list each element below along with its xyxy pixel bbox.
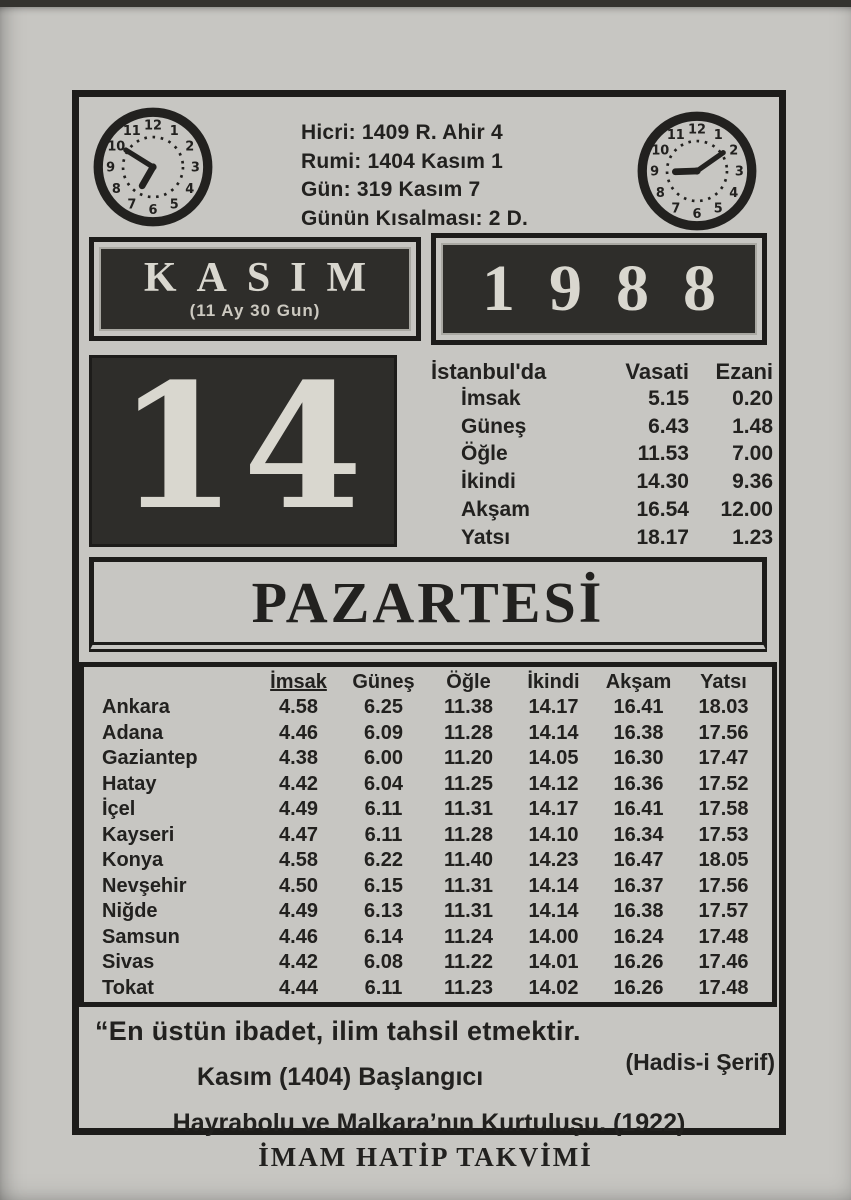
ogle-time: 11.31 (444, 900, 493, 922)
istanbul-times-header (431, 359, 773, 385)
ikindi-time: 14.00 (528, 925, 579, 948)
ogle-time: 11.25 (444, 772, 493, 795)
prayer-name: İkindi (461, 470, 516, 494)
ogle-time: 11.31 (444, 874, 493, 897)
header-gunes: Güneş (352, 671, 415, 693)
gunes-time: 6.13 (364, 900, 403, 922)
svg-text:7: 7 (127, 197, 137, 213)
gunes-time: 6.00 (364, 747, 403, 769)
aksam-time: 16.41 (613, 696, 664, 718)
hicri-date-line: Hicri: 1409 R. Ahir 4 (301, 121, 503, 144)
year-plate (431, 233, 767, 345)
ikindi-time: 14.23 (528, 849, 579, 871)
quote-section (79, 1012, 779, 1138)
aksam-time: 16.34 (613, 823, 664, 846)
svg-text:10: 10 (107, 139, 126, 155)
imsak-time: 4.42 (279, 772, 318, 795)
header-ogle: Öğle (446, 671, 491, 693)
col-vasati: Vasati (625, 359, 689, 384)
ikindi-time: 14.01 (528, 951, 579, 973)
ikindi-time: 14.05 (528, 747, 579, 769)
istanbul-time-row (431, 468, 773, 496)
vasati-time: 5.15 (648, 387, 689, 410)
day-number-plate (89, 345, 397, 548)
svg-text:4: 4 (185, 181, 195, 197)
yatsi-time: 17.53 (698, 823, 749, 846)
imsak-time: 4.47 (279, 823, 318, 846)
header-aksam: Akşam (605, 671, 672, 693)
city-name: Nevşehir (102, 874, 187, 897)
ikindi-time: 14.10 (528, 823, 579, 846)
vasati-time: 14.30 (636, 470, 689, 494)
imsak-time: 4.38 (279, 747, 318, 769)
month-subtitle: (11 Ay 30 Gun) (189, 301, 321, 320)
col-ezani: Ezani (715, 359, 773, 384)
imsak-time: 4.50 (279, 874, 318, 897)
yatsi-time: 17.56 (698, 874, 749, 897)
hadith-attribution: (Hadis-i Şerif) (625, 1049, 775, 1075)
table-row (90, 747, 766, 773)
imsak-time: 4.46 (279, 925, 318, 948)
svg-text:6: 6 (692, 207, 702, 223)
svg-text:11: 11 (666, 127, 685, 143)
svg-text:2: 2 (185, 139, 195, 155)
ogle-time: 11.40 (444, 849, 493, 871)
yatsi-time: 18.03 (698, 696, 749, 718)
ikindi-time: 14.14 (528, 900, 579, 922)
city-name: Tokat (102, 976, 154, 999)
ogle-time: 11.31 (444, 798, 493, 820)
prayer-name: İmsak (461, 387, 521, 410)
aksam-time: 16.37 (613, 874, 664, 897)
imsak-time: 4.49 (279, 900, 318, 922)
prayer-name: Öğle (461, 442, 508, 466)
month-plate (89, 237, 421, 341)
istanbul-time-row (431, 440, 773, 468)
istanbul-title: İstanbul'da (431, 359, 547, 384)
ogle-time: 11.28 (444, 823, 493, 846)
istanbul-time-row (431, 413, 773, 441)
gunes-time: 6.11 (364, 976, 403, 999)
ikindi-time: 14.17 (528, 696, 579, 718)
city-name: Niğde (102, 900, 158, 922)
city-table-body (90, 696, 766, 1002)
table-row (90, 951, 766, 977)
gunes-time: 6.09 (364, 721, 403, 744)
svg-text:3: 3 (190, 160, 200, 176)
prayer-name: Güneş (461, 414, 527, 438)
prayer-name: Yatsı (461, 525, 511, 549)
yatsi-time: 17.47 (698, 747, 749, 769)
aksam-time: 16.38 (613, 900, 664, 922)
yatsi-time: 17.58 (698, 798, 749, 820)
istanbul-time-row (431, 385, 773, 413)
aksam-time: 16.47 (613, 849, 664, 871)
yatsi-time: 17.48 (698, 976, 749, 999)
svg-text:8: 8 (111, 181, 121, 197)
yatsi-time: 17.56 (698, 721, 749, 744)
istanbul-times-rows (431, 385, 773, 551)
gunes-time: 6.11 (364, 798, 403, 820)
city-name: Hatay (102, 772, 157, 795)
hadith-text: “En üstün ibadet, ilim tahsil etmektir. (95, 1016, 581, 1046)
ezani-time: 1.23 (732, 525, 773, 549)
gunes-time: 6.25 (364, 696, 403, 718)
svg-text:12: 12 (144, 118, 162, 134)
imsak-time: 4.46 (279, 721, 318, 744)
header-imsak: İmsak (270, 671, 327, 693)
city-name: Kayseri (102, 823, 175, 846)
city-times-table (79, 662, 777, 1007)
table-row (90, 977, 766, 1003)
city-name: Konya (102, 849, 164, 871)
yatsi-time: 17.52 (698, 772, 749, 795)
svg-text:4: 4 (729, 185, 739, 201)
imsak-time: 4.44 (279, 976, 318, 999)
ogle-time: 11.22 (444, 951, 493, 973)
svg-text:9: 9 (650, 164, 660, 180)
aksam-time: 16.30 (613, 747, 664, 769)
table-row (90, 696, 766, 722)
ogle-time: 11.23 (444, 976, 493, 999)
city-name: Samsun (102, 925, 180, 948)
aksam-time: 16.41 (613, 798, 664, 820)
svg-text:3: 3 (734, 164, 744, 180)
historic-event-note: Hayrabolu ve Malkara’nın Kurtuluşu. (1922) (172, 1109, 686, 1137)
gunes-time: 6.22 (364, 849, 403, 871)
yatsi-time: 18.05 (698, 849, 749, 871)
svg-text:10: 10 (651, 143, 670, 159)
ezani-time: 7.00 (732, 442, 773, 466)
ikindi-time: 14.14 (528, 721, 579, 744)
city-col-spacer (90, 671, 256, 696)
svg-text:2: 2 (729, 143, 739, 159)
header-ikindi: İkindi (527, 671, 580, 693)
aksam-time: 16.24 (613, 925, 664, 948)
table-row (90, 798, 766, 824)
city-name: İçel (102, 798, 136, 820)
istanbul-times-panel (431, 359, 773, 551)
gunes-time: 6.14 (364, 925, 403, 948)
ogle-time: 11.20 (444, 747, 493, 769)
svg-text:8: 8 (655, 185, 665, 201)
aksam-time: 16.38 (613, 721, 664, 744)
almanac-info (301, 119, 631, 233)
ogle-time: 11.28 (444, 721, 493, 744)
yatsi-time: 17.48 (698, 925, 749, 948)
kasim-baslangici-note: Kasım (1404) Başlangıcı (197, 1063, 484, 1091)
imsak-time: 4.49 (279, 798, 318, 820)
analog-clock-icon (635, 109, 759, 233)
ikindi-time: 14.14 (528, 874, 579, 897)
svg-text:1: 1 (169, 123, 179, 139)
calendar-outer-frame (72, 90, 786, 1135)
imsak-time: 4.58 (279, 849, 318, 871)
gunes-time: 6.15 (364, 874, 403, 897)
ikindi-time: 14.12 (528, 772, 579, 795)
vasati-time: 11.53 (637, 442, 689, 466)
vasati-time: 18.17 (636, 525, 689, 549)
istanbul-time-row (431, 496, 773, 524)
aksam-time: 16.26 (613, 951, 664, 973)
svg-text:6: 6 (148, 203, 158, 219)
weekday-name: PAZARTESİ (251, 569, 605, 635)
month-name: KASIM (143, 255, 387, 301)
prayer-name: Akşam (461, 497, 530, 521)
vasati-time: 6.43 (648, 414, 689, 438)
yatsi-time: 17.46 (698, 951, 749, 973)
svg-text:1: 1 (713, 127, 723, 143)
imsak-time: 4.42 (279, 951, 318, 973)
gunes-time: 6.08 (364, 951, 403, 973)
table-row (90, 900, 766, 926)
analog-clock-icon (91, 105, 215, 229)
aksam-time: 16.36 (613, 772, 664, 795)
city-name: Adana (102, 721, 164, 744)
ogle-time: 11.24 (444, 925, 493, 948)
svg-text:5: 5 (713, 201, 723, 217)
svg-text:11: 11 (122, 123, 141, 139)
ezani-time: 12.00 (720, 497, 773, 521)
table-row (90, 926, 766, 952)
ezani-time: 9.36 (732, 470, 773, 494)
svg-text:9: 9 (106, 160, 116, 176)
istanbul-time-row (431, 524, 773, 552)
city-name: Ankara (102, 696, 170, 718)
table-row (90, 773, 766, 799)
year-number: 1988 (482, 252, 750, 325)
ogle-time: 11.38 (444, 696, 493, 718)
city-name: Sivas (102, 951, 155, 973)
calendar-brand: İMAM HATİP TAKVİMİ (258, 1142, 593, 1172)
ezani-time: 0.20 (732, 387, 773, 410)
table-row (90, 722, 766, 748)
rumi-date-line: Rumi: 1404 Kasım 1 (301, 149, 504, 173)
gunes-time: 6.04 (364, 772, 403, 795)
header-yatsi: Yatsı (700, 671, 747, 693)
yatsi-time: 17.57 (698, 900, 749, 922)
svg-text:5: 5 (169, 197, 179, 213)
table-row (90, 849, 766, 875)
ikindi-time: 14.02 (528, 976, 579, 999)
svg-text:7: 7 (671, 201, 681, 217)
ikindi-time: 14.17 (528, 798, 579, 820)
day-shortening-line: Günün Kısalması: 2 D. (301, 206, 529, 230)
day-number: 14 (117, 345, 369, 548)
gunes-time: 6.11 (364, 823, 403, 846)
aksam-time: 16.26 (613, 976, 664, 999)
city-name: Gaziantep (102, 747, 198, 769)
vasati-time: 16.54 (636, 497, 689, 521)
city-table-header (90, 671, 766, 696)
svg-text:12: 12 (688, 122, 706, 138)
table-row (90, 824, 766, 850)
imsak-time: 4.58 (279, 696, 318, 718)
ezani-time: 1.48 (732, 414, 773, 438)
weekday-banner (89, 557, 767, 652)
table-row (90, 875, 766, 901)
day-of-year-line: Gün: 319 Kasım 7 (301, 178, 481, 202)
